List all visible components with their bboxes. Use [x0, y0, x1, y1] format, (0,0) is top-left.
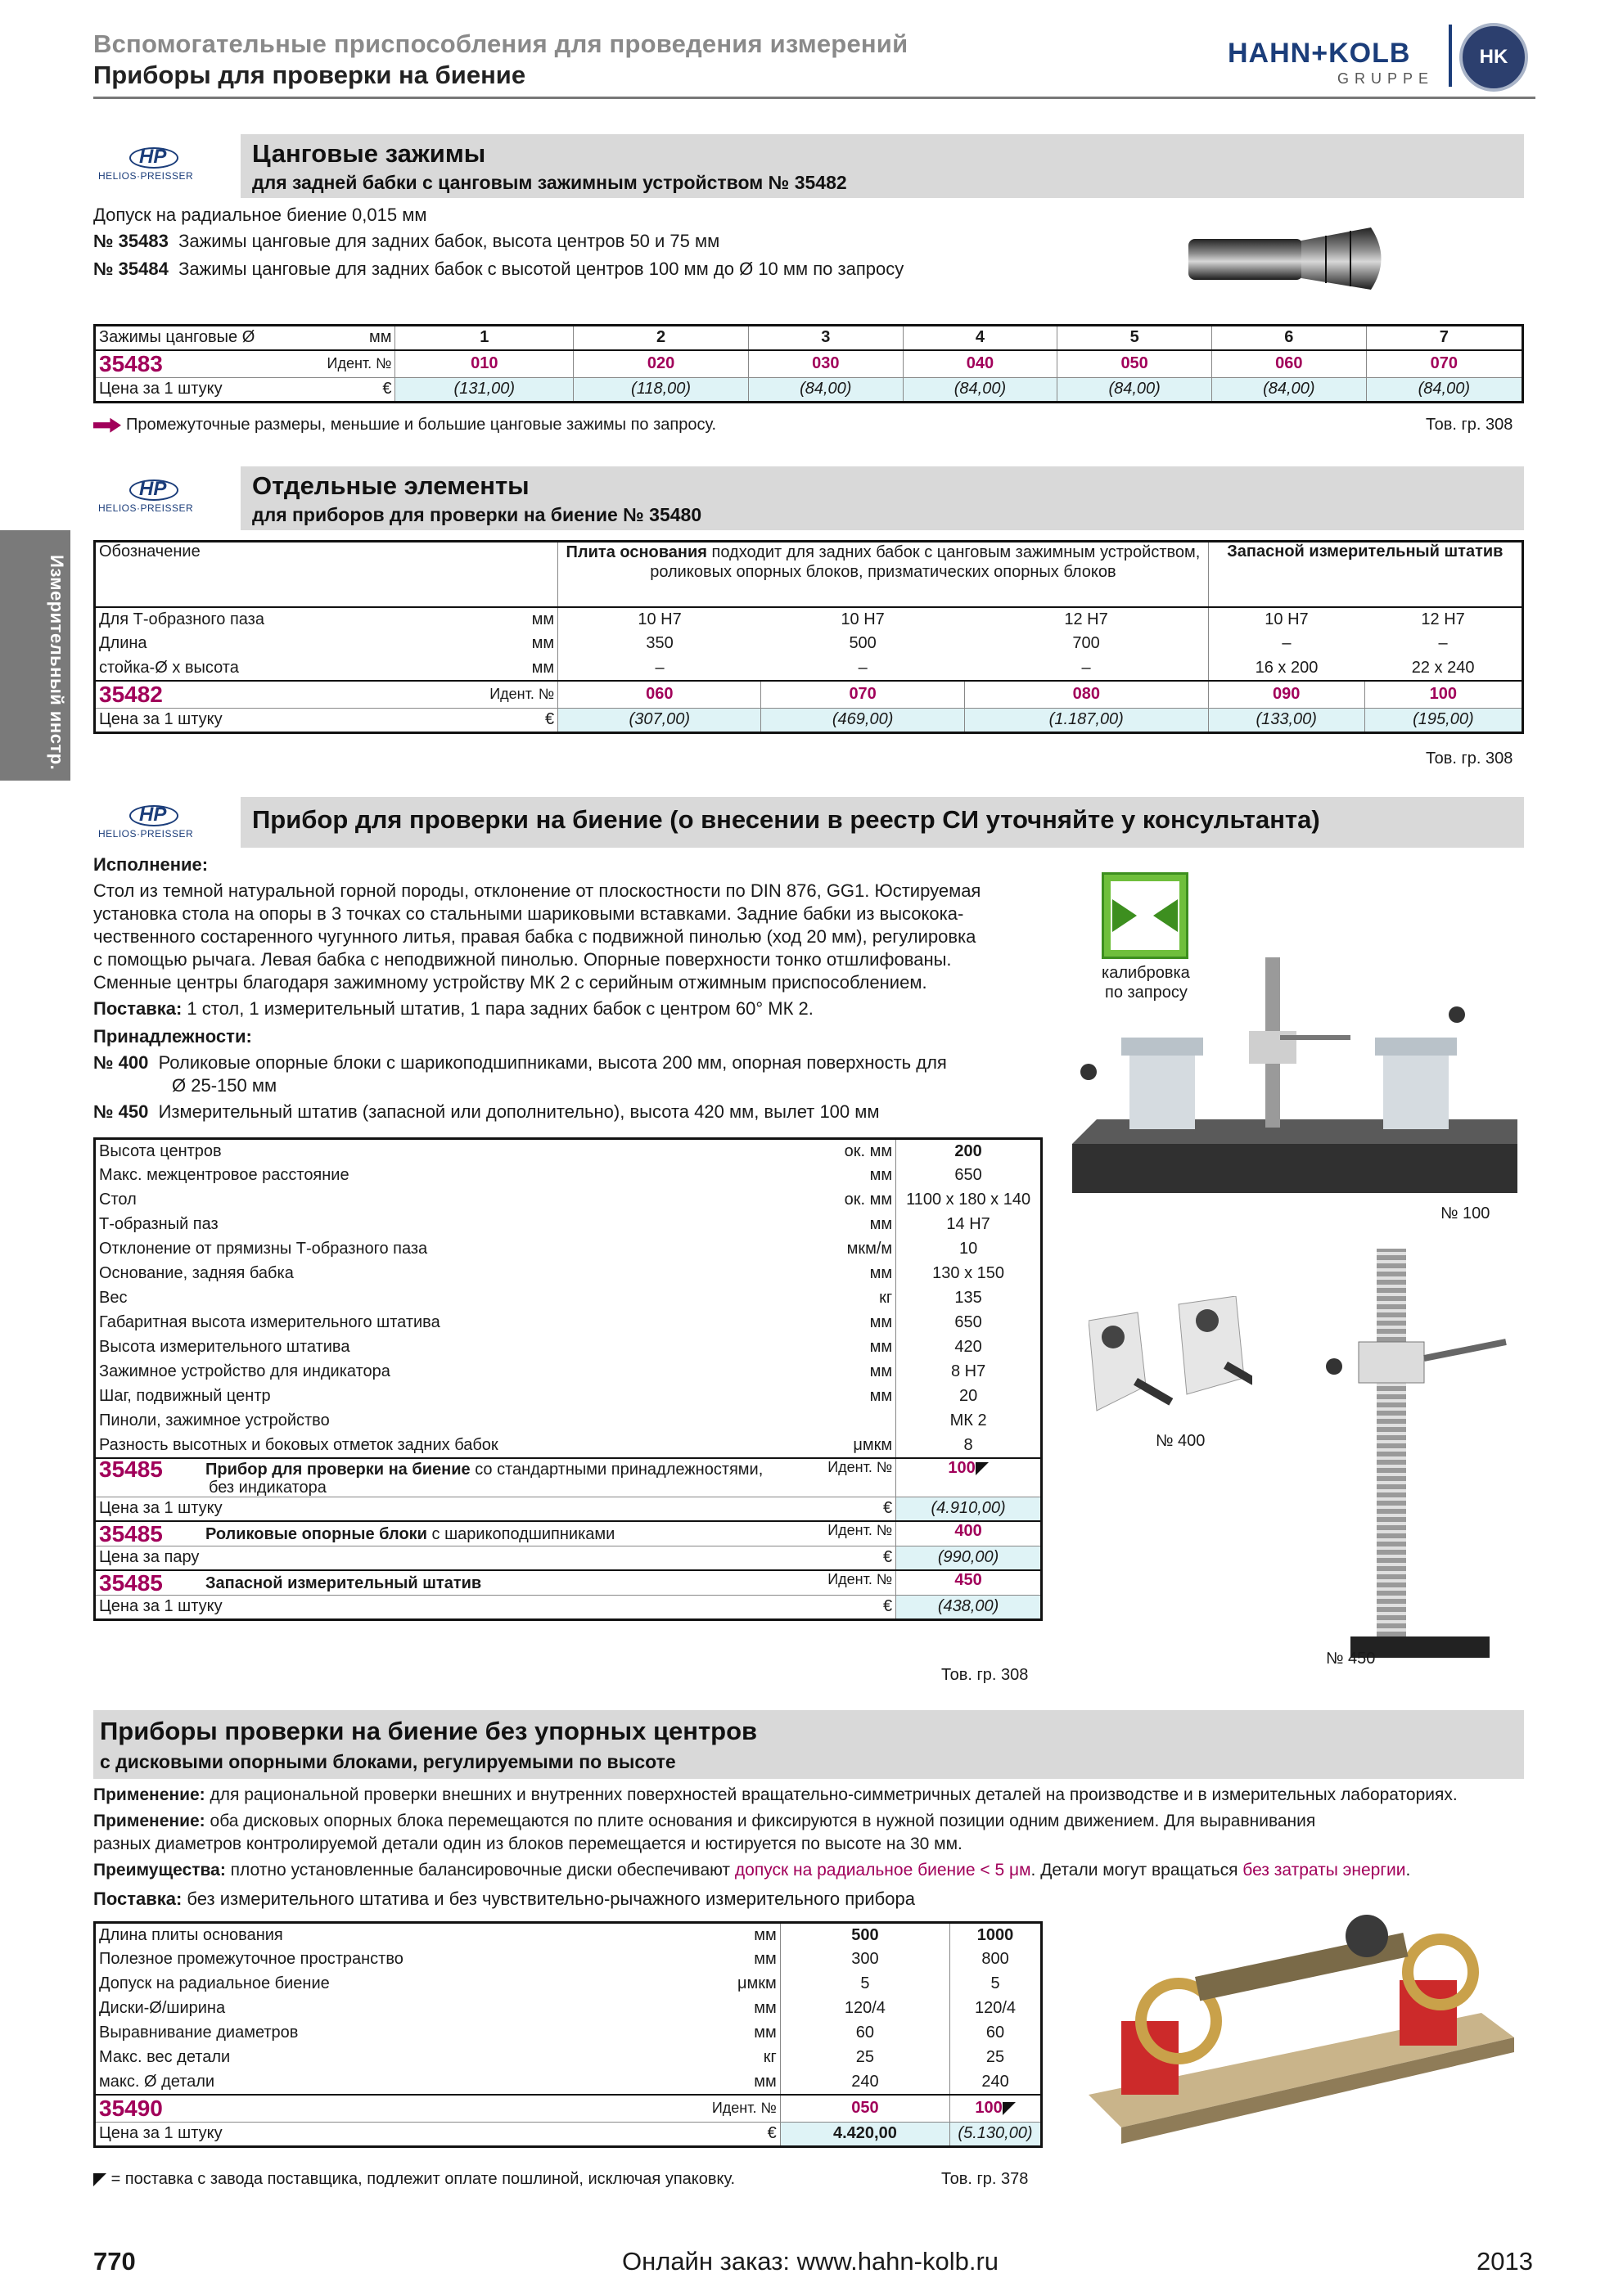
cell: –	[964, 656, 1208, 681]
spec-row	[95, 1434, 1042, 1458]
spec-value: 200	[896, 1139, 1042, 1164]
cell: 22 x 240	[1364, 656, 1522, 681]
spec-value: 135	[896, 1286, 1042, 1311]
spec-value: 240	[780, 2070, 949, 2095]
table-label: Зажимы цанговые Ø	[95, 326, 324, 350]
price: 4.420,00	[780, 2122, 949, 2146]
article-number[interactable]: 35483	[95, 350, 324, 378]
price-label: Цена за 1 штуку	[99, 1597, 223, 1615]
price: (84,00)	[903, 377, 1057, 402]
table-label: Обозначение	[95, 542, 558, 607]
ident-number[interactable]: 030	[748, 350, 903, 378]
advantages-text: плотно установленные балансировочные диски обеспечивают	[225, 1861, 735, 1880]
section4-subtitle: с дисковыми опорными блоками, регулируемыми по высоте	[100, 1751, 676, 1772]
supply-label: Поставка:	[93, 1889, 183, 1909]
col-header: 7	[1366, 326, 1522, 350]
order-name-rest: с шарикоподшипниками	[426, 1525, 615, 1544]
price: (84,00)	[1211, 377, 1366, 402]
online-order-link[interactable]: Онлайн заказ: www.hahn-kolb.ru	[622, 2247, 999, 2276]
logo-divider	[1449, 25, 1452, 87]
ident-label: Идент. №	[824, 1521, 895, 1546]
spec-label: макс. Ø детали	[95, 2070, 688, 2095]
spec-unit: μмкм	[737, 1974, 777, 1992]
ident-number[interactable]: 020	[574, 350, 749, 378]
application-line2	[93, 1812, 1315, 1831]
ident-number[interactable]: 050	[1057, 350, 1212, 378]
section4-title: Приборы проверки на биение без упорных центров	[100, 1717, 758, 1745]
execution-line: установка стола на опоры в 3 точках со стальными шариковыми вставками. Задние бабки из высокока-	[93, 903, 964, 924]
header-rule	[93, 97, 1535, 99]
supply-line	[93, 1889, 915, 1910]
spec-unit: мм	[754, 2024, 777, 2042]
price: (131,00)	[395, 377, 574, 402]
spec-unit: кг	[763, 2048, 777, 2066]
accessory-400-cont: Ø 25-150 мм	[172, 1075, 277, 1096]
price: (990,00)	[896, 1546, 1042, 1570]
stand-header: Запасной измерительный штатив	[1208, 542, 1522, 607]
price: (469,00)	[761, 708, 964, 732]
section3-product-group: Тов. гр. 308	[941, 1666, 1029, 1684]
helios-preisser-logo	[98, 478, 196, 515]
price: (438,00)	[896, 1595, 1042, 1619]
spec-value: 5	[950, 1972, 1042, 1997]
roller-blocks-image	[1089, 1296, 1252, 1427]
ident-number[interactable]	[950, 2095, 1042, 2123]
section1-note	[93, 416, 716, 434]
application-label: Применение:	[93, 1812, 205, 1830]
price: (1.187,00)	[964, 708, 1208, 732]
factory-delivery-icon	[93, 2173, 106, 2186]
spec-label: Основание, задняя бабка	[99, 1264, 294, 1282]
ident-value: 100	[975, 2099, 1003, 2117]
base-plate-desc: подходит для задних бабок с цанговым зажимным устройством,	[706, 543, 1201, 561]
price: (133,00)	[1208, 708, 1364, 732]
item-number: № 35484	[93, 259, 169, 279]
disc-tester-image	[1072, 1907, 1524, 2160]
table-unit: мм	[324, 326, 395, 350]
spec-label: Разность высотных и боковых отметок задних бабок	[95, 1434, 825, 1458]
col-header: 3	[748, 326, 903, 350]
application-label: Применение:	[93, 1785, 205, 1804]
spec-value: 1000	[950, 1923, 1042, 1947]
execution-line: с помощью рычага. Левая бабка с неподвижной пинолью. Опорные поверхности тонко отшлифованы.	[93, 949, 952, 970]
spec-value: 14 H7	[896, 1213, 1042, 1237]
col-header: 5	[1057, 326, 1212, 350]
currency: €	[883, 1597, 893, 1615]
spec-unit: кг	[879, 1289, 893, 1307]
spec-value: 240	[950, 2070, 1042, 2095]
spec-label: Высота центров	[99, 1141, 222, 1160]
ident-number[interactable]	[896, 1458, 1042, 1497]
price: (84,00)	[1366, 377, 1522, 402]
cell: 10 H7	[558, 607, 761, 632]
spec-row	[95, 1311, 1042, 1335]
spec-unit: мм	[869, 1362, 893, 1380]
spec-label: Пиноли, зажимное устройство	[99, 1411, 330, 1429]
spec-label: Габаритная высота измерительного штатива	[99, 1313, 440, 1331]
page-number: 770	[93, 2247, 136, 2276]
advantages-line	[93, 1861, 1410, 1880]
hp-logo-mark: HP	[139, 478, 167, 500]
spec-row	[95, 2046, 1042, 2070]
section1-subtitle: для задней бабки с цанговым зажимным устройством № 35482	[252, 172, 847, 193]
ident-value: 450	[954, 1571, 982, 1589]
ident-label: Идент. №	[324, 350, 395, 378]
item-number: № 35483	[93, 231, 169, 251]
order-desc	[95, 1458, 825, 1497]
spec-unit: ок. мм	[844, 1141, 893, 1160]
helios-preisser-logo	[98, 804, 196, 841]
price: (5.130,00)	[950, 2122, 1042, 2146]
item-number: № 450	[93, 1101, 149, 1122]
calibration-label2: по запросу	[1105, 984, 1188, 1002]
order-name: Прибор для проверки на биение	[205, 1460, 471, 1479]
elements-table	[93, 540, 1524, 734]
hp-logo-mark: HP	[139, 804, 167, 826]
spec-label: Зажимное устройство для индикатора	[99, 1362, 390, 1380]
price-label: Цена за 1 штуку	[99, 2124, 223, 2142]
spec-row	[95, 1335, 1042, 1360]
supply-text: без измерительного штатива и без чувствительно-рычажного измерительного прибора	[182, 1889, 915, 1909]
application-text: оба дисковых опорных блока перемещаются по плите основания и фиксируются в нужной позиции одним движением. Для выравнивания	[205, 1812, 1316, 1830]
collet-table	[93, 324, 1524, 403]
spec-row	[95, 1188, 1042, 1213]
spec-row	[95, 1262, 1042, 1286]
spec-label: Т-образный паз	[99, 1215, 219, 1233]
advantages-label: Преимущества:	[93, 1861, 226, 1880]
spec-value: 60	[950, 2021, 1042, 2046]
advantages-text: . Детали могут вращаться	[1030, 1861, 1243, 1880]
spec-value: 60	[780, 2021, 949, 2046]
ident-number[interactable]: 060	[558, 681, 761, 709]
delivery-footnote	[93, 2170, 735, 2189]
ident-number[interactable]: 100	[1364, 681, 1522, 709]
row-unit: мм	[531, 634, 555, 652]
spec-row	[95, 2021, 1042, 2046]
spec-label: Высота измерительного штатива	[99, 1338, 350, 1356]
cell: 700	[1072, 634, 1100, 652]
spec-label: Вес	[99, 1289, 128, 1307]
price: (4.910,00)	[896, 1497, 1042, 1521]
article-number[interactable]: 35485	[99, 1570, 163, 1596]
order-row	[95, 2095, 1042, 2123]
price-label: Цена за пару	[95, 1546, 825, 1570]
section1-title: Цанговые зажимы	[252, 139, 486, 168]
price-row	[95, 2122, 1042, 2146]
section1-item-35483	[93, 231, 719, 252]
spec-label: Выравнивание диаметров	[99, 2024, 299, 2042]
spec-value: 650	[896, 1164, 1042, 1188]
section2-subtitle: для приборов для проверки на биение № 35480	[252, 504, 702, 525]
disc-tester-table	[93, 1921, 1043, 2148]
spec-value: 5	[780, 1972, 949, 1997]
spec-value: 8	[896, 1434, 1042, 1458]
spec-label: Макс. вес детали	[99, 2048, 231, 2066]
price: (84,00)	[1057, 377, 1212, 402]
spec-label: Макс. межцентровое расстояние	[99, 1166, 349, 1184]
accessories-label: Принадлежности:	[93, 1026, 252, 1047]
spec-unit: мм	[869, 1215, 893, 1233]
price-label: Цена за 1 штуку	[99, 380, 223, 398]
section2-title: Отдельные элементы	[252, 471, 530, 500]
spec-unit: мм	[754, 1925, 777, 1944]
order-row	[95, 1570, 1042, 1595]
execution-line: Сменные центры благодаря зажимному устройству МК 2 с серийным отжимным приспособлением.	[93, 972, 927, 993]
spec-value: 500	[780, 1923, 949, 1947]
order-name: Роликовые опорные блоки	[205, 1525, 427, 1544]
spec-row	[95, 1360, 1042, 1384]
spec-value: 25	[780, 2046, 949, 2070]
catalog-year: 2013	[1476, 2247, 1533, 2276]
section3-title: Прибор для проверки на биение (о внесении в реестр СИ уточняйте у консультанта)	[252, 805, 1320, 834]
ident-number[interactable]	[896, 1570, 1042, 1595]
base-plate-header	[558, 542, 1209, 607]
base-plate-title: Плита основания	[566, 543, 707, 561]
spec-row	[95, 1409, 1042, 1434]
row-label: стойка-Ø x высота	[95, 656, 487, 681]
spec-value: 420	[896, 1335, 1042, 1360]
spec-unit: мм	[869, 1264, 893, 1282]
factory-delivery-icon	[1003, 2102, 1016, 2115]
brand-logo-subtext: GRUPPE	[1337, 70, 1435, 87]
spec-unit: мм	[754, 1950, 777, 1968]
spec-label: Шаг, подвижный центр	[99, 1387, 271, 1405]
runout-spec-table	[93, 1137, 1043, 1621]
spec-unit: мм	[869, 1313, 893, 1331]
arrow-right-icon	[93, 418, 121, 433]
item-desc: Роликовые опорные блоки с шарикоподшипниками, высота 200 мм, опорная поверхность для	[158, 1052, 947, 1073]
row-label: Для Т-образного паза	[99, 610, 264, 628]
ident-value: 100	[948, 1458, 976, 1477]
spec-label: Полезное промежуточное пространство	[99, 1950, 403, 1968]
spec-row	[95, 1972, 1042, 1997]
article-number[interactable]: 35490	[95, 2095, 688, 2123]
note-text: Промежуточные размеры, меньшие и большие цанговые зажимы по запросу.	[126, 416, 717, 434]
header-category: Вспомогательные приспособления для проведения измерений	[93, 29, 908, 58]
spec-unit: мм	[869, 1387, 893, 1405]
spec-label: Диски-Ø/ширина	[99, 1999, 226, 2017]
cell: –	[1438, 634, 1448, 652]
advantages-text: .	[1405, 1861, 1411, 1880]
execution-label: Исполнение:	[93, 854, 209, 875]
spec-row	[95, 2070, 1042, 2095]
section1-item-35484	[93, 259, 904, 280]
accessory-400	[93, 1052, 947, 1074]
price: (118,00)	[574, 377, 749, 402]
ident-label: Идент. №	[687, 2095, 780, 2123]
calibration-label1: калибровка	[1102, 964, 1190, 982]
spec-unit	[824, 1409, 895, 1434]
price-row	[95, 1497, 1042, 1521]
spec-row	[95, 1139, 1042, 1164]
currency: €	[767, 2124, 777, 2142]
hp-logo-subtext: HELIOS·PREISSER	[98, 502, 194, 514]
hp-logo-subtext: HELIOS·PREISSER	[98, 828, 194, 840]
price: (195,00)	[1364, 708, 1522, 732]
currency: €	[824, 1497, 895, 1521]
execution-line: чественного состаренного чугунного литья, правая бабка с подвижной пинолью (ход 20 мм), регулировка	[93, 926, 976, 947]
cell: –	[1208, 632, 1364, 656]
cell: 16 x 200	[1208, 656, 1364, 681]
price: (84,00)	[748, 377, 903, 402]
cell: –	[558, 656, 761, 681]
row-label: Длина	[99, 634, 147, 652]
spec-label: Стол	[99, 1191, 137, 1209]
figure-label-100: № 100	[1440, 1204, 1490, 1222]
spec-value: 1100 x 180 x 140	[896, 1188, 1042, 1213]
order-desc	[95, 1570, 825, 1595]
spec-unit: ок. мм	[844, 1191, 893, 1209]
spec-unit: мм	[754, 1999, 777, 2017]
ident-label: Идент. №	[486, 681, 557, 709]
spec-unit: мм	[869, 1166, 893, 1184]
ident-number[interactable]: 040	[903, 350, 1057, 378]
spec-value: МК 2	[896, 1409, 1042, 1434]
brand-logo-text: HAHN+KOLB	[1228, 38, 1411, 69]
currency: €	[824, 1546, 895, 1570]
ident-value: 400	[954, 1522, 982, 1540]
brand-logo-icon: HK	[1459, 23, 1528, 92]
helios-preisser-logo	[98, 146, 196, 183]
price-row	[95, 1595, 1042, 1619]
cell: 350	[558, 632, 761, 656]
application-text: для рациональной проверки внешних и внутренних поверхностей вращательно-симметричных деталей на производстве и в измерительных лабораториях.	[205, 1785, 1458, 1804]
spec-row	[95, 1923, 1042, 1947]
currency: €	[545, 710, 555, 728]
ident-number[interactable]: 090	[1208, 681, 1364, 709]
base-plate-desc2: роликовых опорных блоков, призматических опорных блоков	[650, 563, 1116, 581]
section2-product-group: Тов. гр. 308	[1426, 750, 1513, 768]
spec-value: 650	[896, 1311, 1042, 1335]
order-name-line2: без индикатора	[209, 1478, 327, 1497]
cell: 10 H7	[841, 610, 885, 628]
spec-unit: мкм/м	[846, 1240, 893, 1258]
supply-text: 1 стол, 1 измерительный штатив, 1 пара задних бабок с центром 60° МК 2.	[182, 998, 814, 1019]
measuring-stand-image	[1310, 1244, 1522, 1677]
row-unit: мм	[486, 656, 557, 681]
spec-value: 8 H7	[896, 1360, 1042, 1384]
cell: 12 H7	[1064, 610, 1108, 628]
collet-image	[1187, 216, 1400, 298]
spec-value: 120/4	[780, 1997, 949, 2021]
section4-product-group: Тов. гр. 378	[941, 2170, 1029, 2188]
section1-spec-line: Допуск на радиальное биение 0,015 мм	[93, 205, 427, 225]
ident-label: Идент. №	[824, 1570, 895, 1595]
side-category-tab[interactable]	[0, 530, 70, 781]
ident-number[interactable]: 050	[780, 2095, 949, 2123]
section1-product-group: Тов. гр. 308	[1426, 416, 1513, 434]
supply-line	[93, 998, 814, 1020]
order-name-rest: со стандартными принадлежностями,	[470, 1460, 764, 1479]
price-label: Цена за 1 штуку	[95, 1497, 825, 1521]
figure-label-450: № 450	[1326, 1650, 1376, 1668]
item-desc: Зажимы цанговые для задних бабок с высотой центров 100 мм до Ø 10 мм по запросу	[178, 259, 904, 279]
col-header: 2	[574, 326, 749, 350]
order-name: Запасной измерительный штатив	[205, 1574, 482, 1593]
spec-value: 120/4	[950, 1997, 1042, 2021]
spec-value: 20	[896, 1384, 1042, 1409]
article-number[interactable]: 35485	[99, 1456, 163, 1482]
ident-number[interactable]: 060	[1211, 350, 1366, 378]
item-number: № 400	[93, 1052, 149, 1073]
cell: 10 H7	[1208, 607, 1364, 632]
spec-row	[95, 1164, 1042, 1188]
spec-unit: μмкм	[824, 1434, 895, 1458]
spec-value: 300	[780, 1947, 949, 1972]
spec-value: 25	[950, 2046, 1042, 2070]
advantages-highlight: без затраты энергии	[1242, 1861, 1406, 1880]
price-label: Цена за 1 штуку	[99, 710, 223, 728]
spec-value: 800	[950, 1947, 1042, 1972]
currency: €	[382, 380, 392, 398]
page-title: Приборы для проверки на биение	[93, 61, 526, 89]
price: (307,00)	[558, 708, 761, 732]
col-header: 1	[395, 326, 574, 350]
advantages-highlight: допуск на радиальное биение < 5 μм	[734, 1861, 1031, 1880]
col-header: 4	[903, 326, 1057, 350]
spec-label: Отклонение от прямизны Т-образного паза	[99, 1240, 428, 1258]
calibration-badge	[1102, 872, 1188, 959]
hp-logo-subtext: HELIOS·PREISSER	[98, 170, 194, 182]
supply-label: Поставка:	[93, 998, 183, 1019]
spec-row	[95, 1384, 1042, 1409]
ident-number[interactable]: 080	[964, 681, 1208, 709]
item-desc: Измерительный штатив (запасной или дополнительно), высота 420 мм, вылет 100 мм	[158, 1101, 880, 1122]
application-line2b: разных диаметров контролируемой детали один из блоков перемещается и юстируется по высоте на 30 мм.	[93, 1835, 963, 1853]
row-unit: мм	[531, 610, 555, 628]
order-row	[95, 1521, 1042, 1546]
spec-row	[95, 1213, 1042, 1237]
price-row	[95, 1546, 1042, 1570]
spec-row	[95, 1237, 1042, 1262]
figure-label-400: № 400	[1156, 1432, 1206, 1450]
spec-label: Длина плиты основания	[99, 1925, 283, 1944]
spec-value: 10	[896, 1237, 1042, 1262]
ident-number[interactable]: 070	[761, 681, 964, 709]
article-number[interactable]: 35482	[95, 681, 487, 709]
cell: 500	[849, 634, 877, 652]
ident-number[interactable]	[896, 1521, 1042, 1546]
ident-number[interactable]: 070	[1366, 350, 1522, 378]
spec-row	[95, 1286, 1042, 1311]
factory-delivery-icon	[976, 1462, 989, 1475]
spec-value: 130 x 150	[896, 1262, 1042, 1286]
application-line1	[93, 1785, 1458, 1805]
spec-unit: мм	[687, 2070, 780, 2095]
footnote-text: = поставка с завода поставщика, подлежит оплате пошлиной, исключая упаковку.	[110, 2170, 736, 2188]
accessory-450	[93, 1101, 880, 1123]
side-tab-label: Измерительный инстр.	[47, 555, 67, 771]
spec-row	[95, 1997, 1042, 2021]
spec-unit: мм	[869, 1338, 893, 1356]
hp-logo-mark: HP	[139, 146, 167, 168]
execution-line: Стол из темной натуральной горной породы, отклонение от плоскостности по DIN 876, GG1. Юстируемая	[93, 880, 981, 901]
item-desc: Зажимы цанговые для задних бабок, высота центров 50 и 75 мм	[178, 231, 720, 251]
spec-label: Допуск на радиальное биение	[99, 1974, 330, 1992]
spec-row	[95, 1947, 1042, 1972]
ident-number[interactable]: 010	[395, 350, 574, 378]
runout-tester-image	[1072, 949, 1524, 1219]
cell: 12 H7	[1421, 610, 1465, 628]
order-row	[95, 1458, 1042, 1497]
cell: –	[761, 656, 964, 681]
col-header: 6	[1211, 326, 1366, 350]
order-desc	[95, 1521, 825, 1546]
ident-label: Идент. №	[824, 1458, 895, 1497]
article-number[interactable]: 35485	[99, 1521, 163, 1547]
calibration-icon	[1104, 875, 1186, 957]
